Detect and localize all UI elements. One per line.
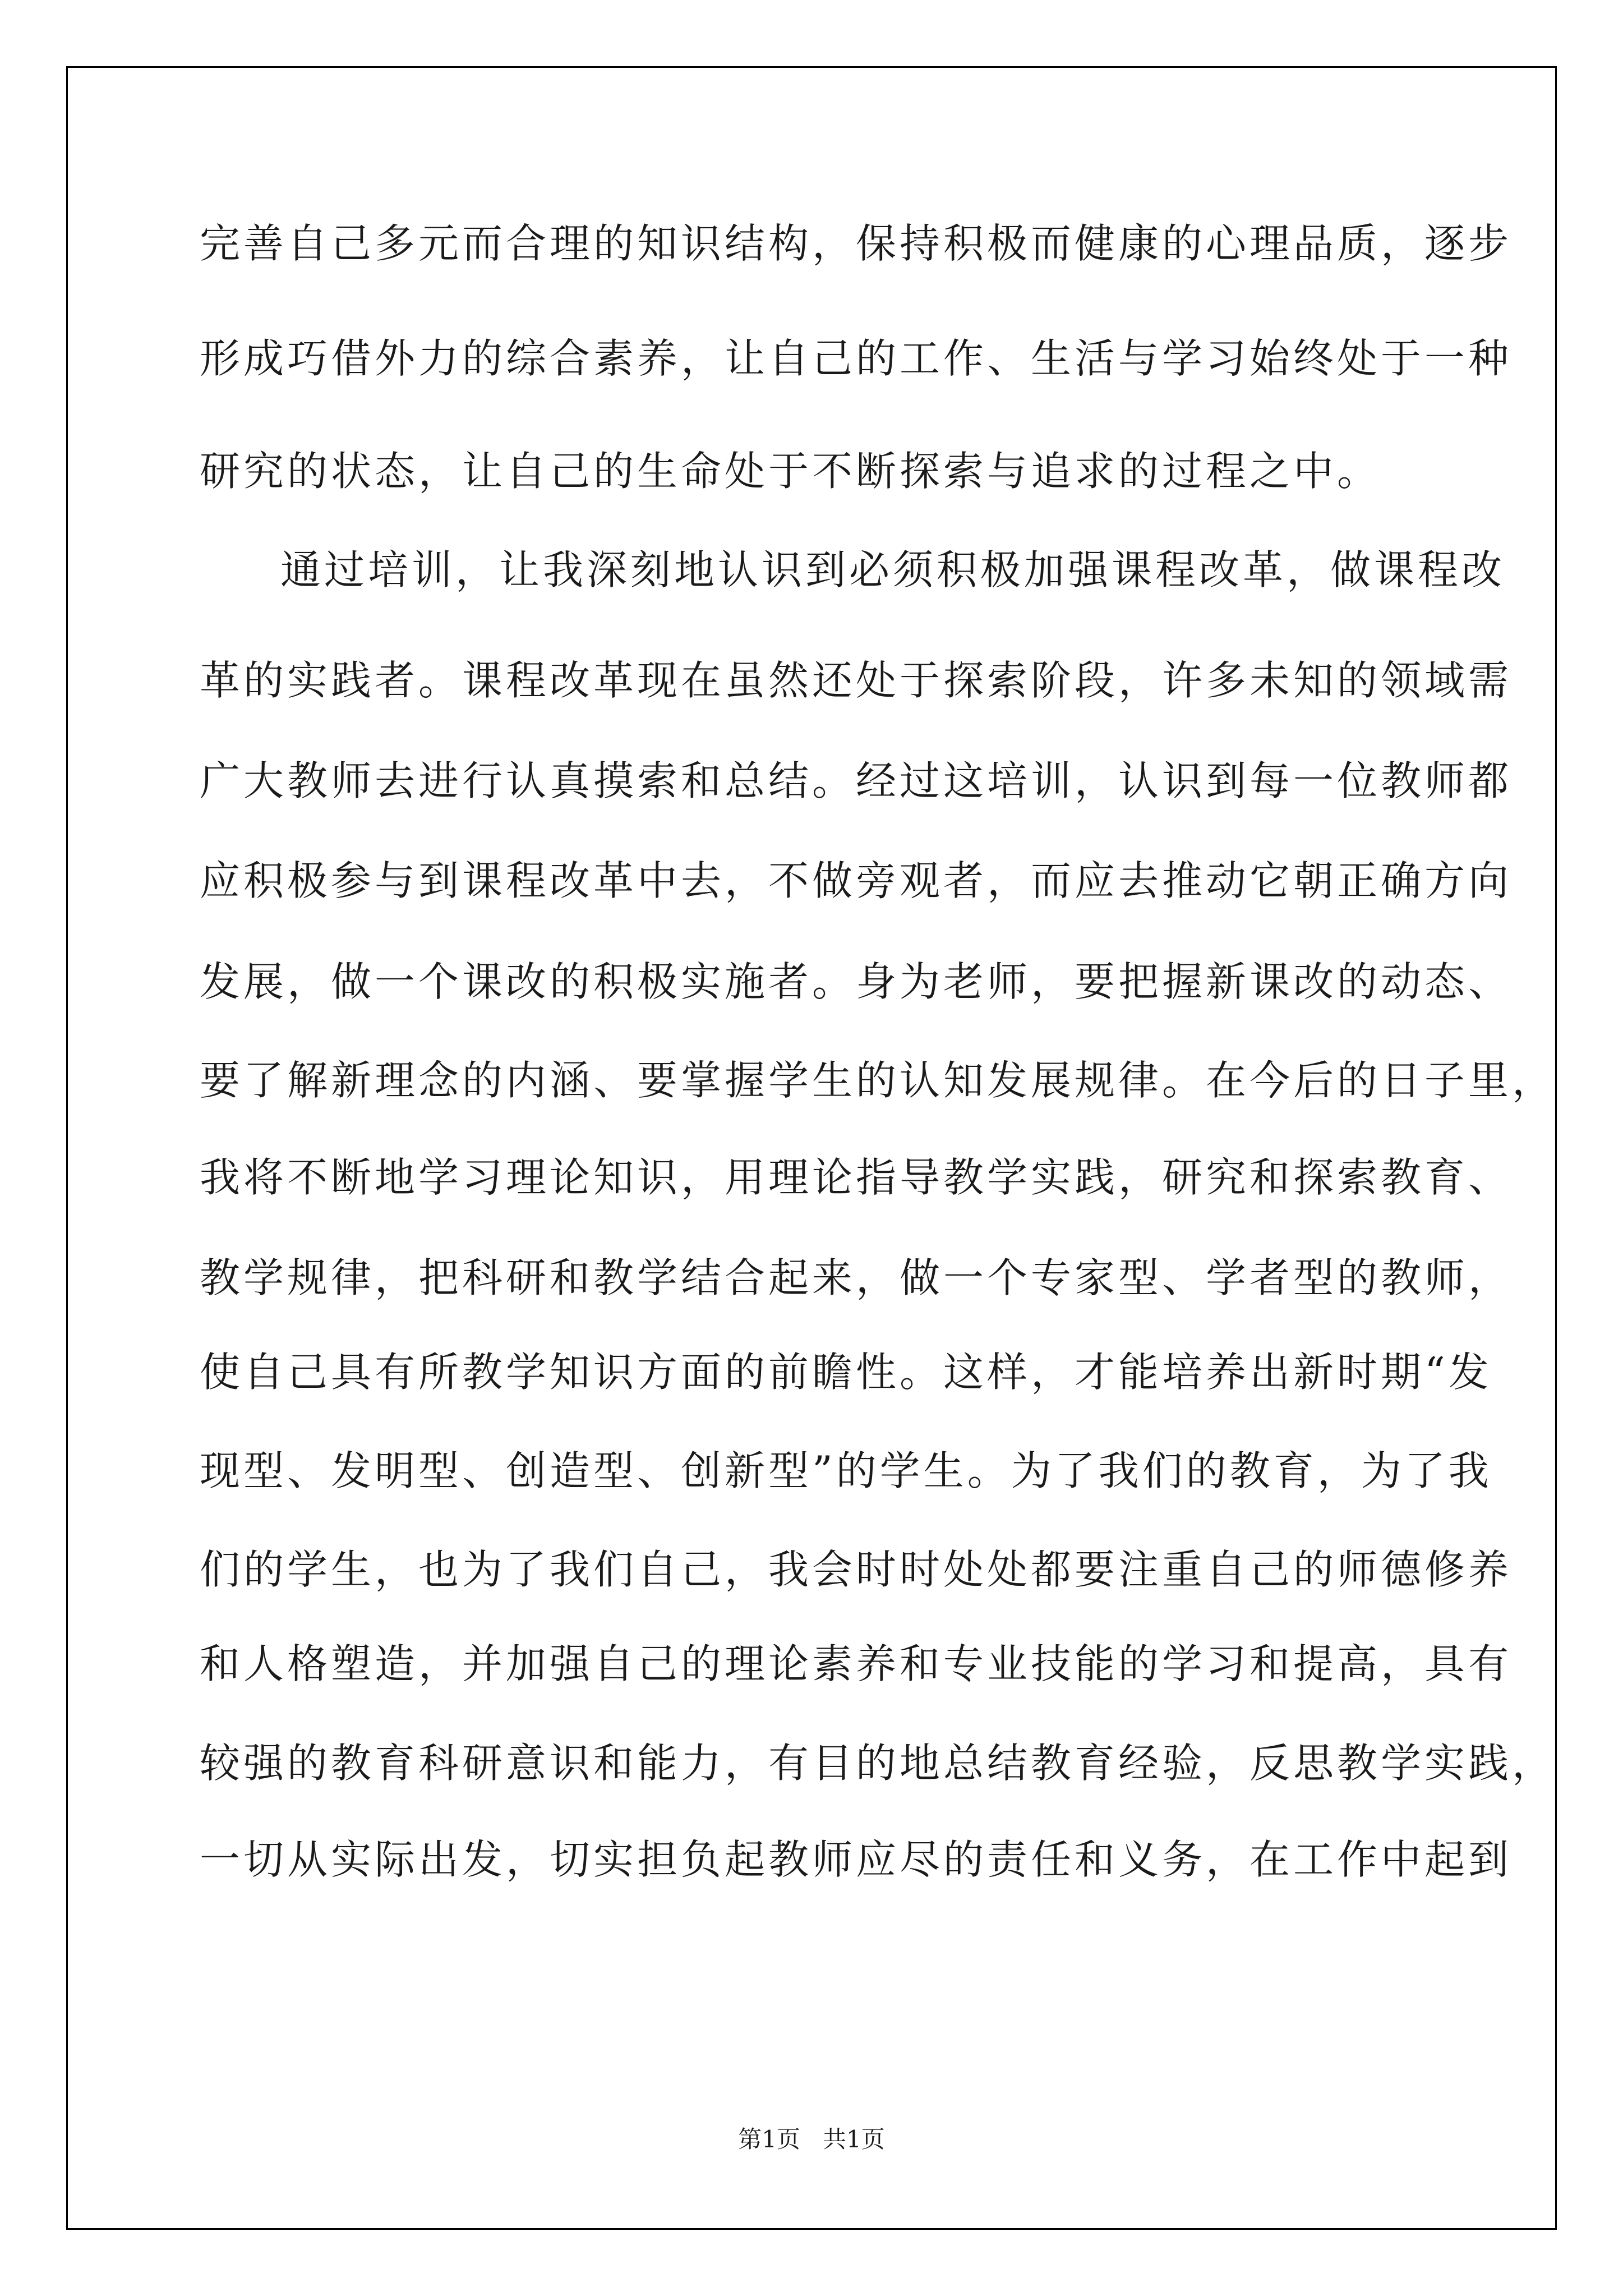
paragraph-line-4: 通过培训，让我深刻地认识到必须积极加强课程改革，做课程改 <box>280 546 1506 593</box>
paragraph-line-7: 应积极参与到课程改革中去，不做旁观者，而应去推动它朝正确方向 <box>200 857 1513 904</box>
paragraph-line-8: 发展，做一个课改的积极实施者。身为老师，要把握新课改的动态、 <box>200 958 1513 1005</box>
paragraph-line-16: 较强的教育科研意识和能力，有目的地总结教育经验，反思教学实践， <box>200 1740 1556 1787</box>
paragraph-line-12: 使自己具有所教学知识方面的前瞻性。这样，才能培养出新时期“发 <box>200 1349 1492 1396</box>
paragraph-line-14: 们的学生，也为了我们自己，我会时时处处都要注重自己的师德修养 <box>200 1546 1513 1593</box>
paragraph-line-11: 教学规律，把科研和教学结合起来，做一个专家型、学者型的教师， <box>200 1254 1513 1301</box>
paragraph-line-1: 完善自己多元而合理的知识结构，保持积极而健康的心理品质，逐步 <box>200 220 1513 267</box>
paragraph-line-9: 要了解新理念的内涵、要掌握学生的认知发展规律。在今后的日子里， <box>200 1057 1556 1104</box>
page-border <box>66 66 1557 2230</box>
paragraph-line-10: 我将不断地学习理论知识，用理论指导教学实践，研究和探索教育、 <box>200 1154 1513 1201</box>
page-number-footer: 第1页 共1页 <box>738 2125 885 2153</box>
paragraph-line-5: 革的实践者。课程改革现在虽然还处于探索阶段，许多未知的领域需 <box>200 657 1513 704</box>
paragraph-line-2: 形成巧借外力的综合素养，让自己的工作、生活与学习始终处于一种 <box>200 335 1513 382</box>
paragraph-line-15: 和人格塑造，并加强自己的理论素养和专业技能的学习和提高，具有 <box>200 1640 1513 1687</box>
paragraph-line-3: 研究的状态，让自己的生命处于不断探索与追求的过程之中。 <box>200 448 1381 495</box>
paragraph-line-6: 广大教师去进行认真摸索和总结。经过这培训，认识到每一位教师都 <box>200 757 1513 804</box>
paragraph-line-17: 一切从实际出发，切实担负起教师应尽的责任和义务，在工作中起到 <box>200 1836 1513 1883</box>
paragraph-line-13: 现型、发明型、创造型、创新型”的学生。为了我们的教育，为了我 <box>200 1447 1492 1494</box>
